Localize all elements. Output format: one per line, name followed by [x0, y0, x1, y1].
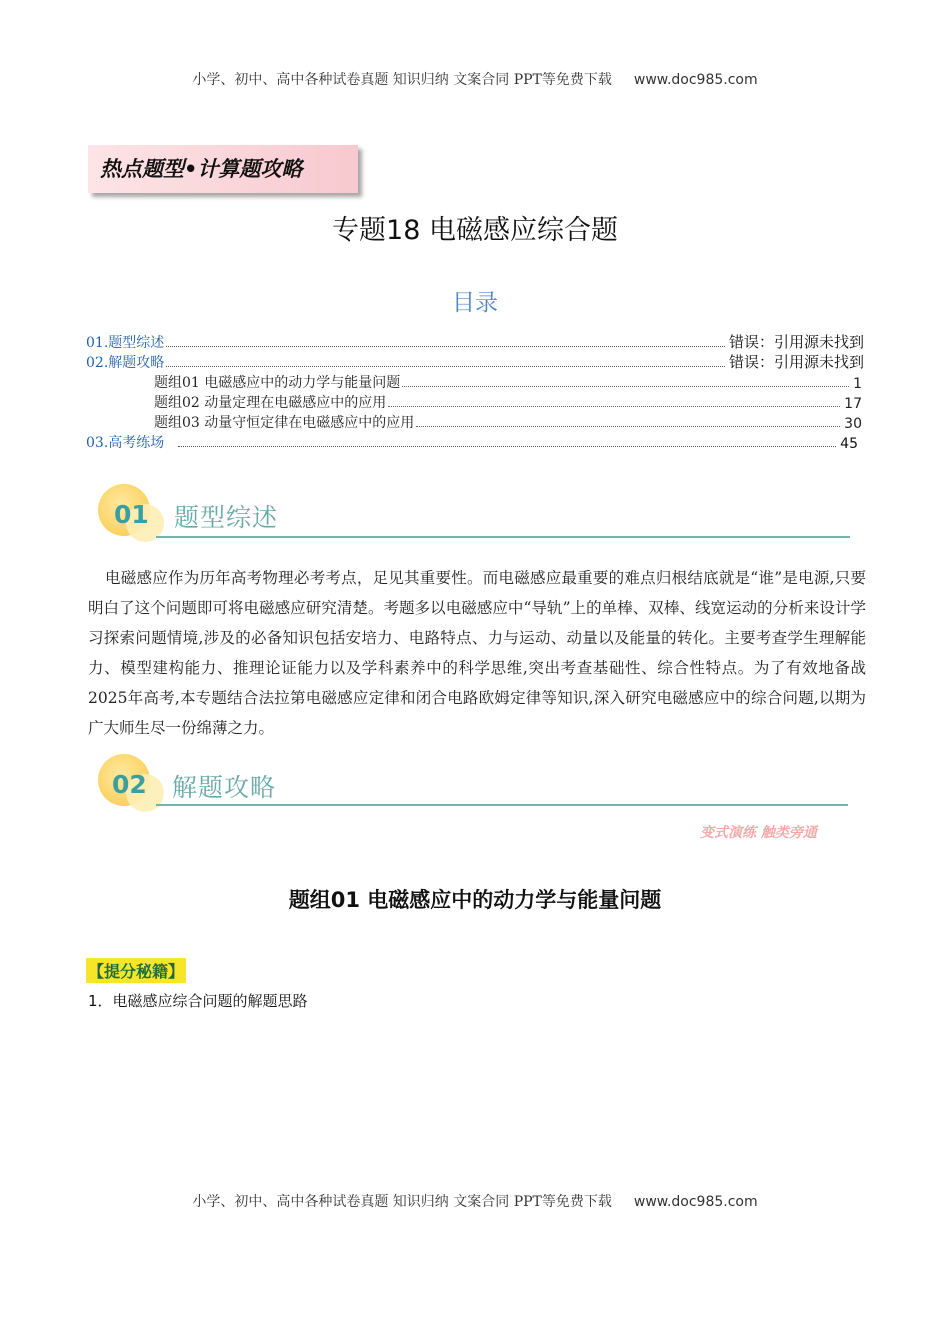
page-title: 专题18 电磁感应综合题	[332, 215, 618, 246]
section-tagline: 变式演练 触类旁通	[700, 825, 817, 841]
overview-paragraph: 电磁感应作为历年高考物理必考考点，足见其重要性。而电磁感应最重要的难点归根结底就是“谁”是电源,只要明白了这个问题即可将电磁感应研究清楚。考题多以电磁感应中“导轨”上的单棒、双棒、线宽运动的分析来设计学习探索问题情境,涉及的必备知识包括安培力、电路特点、力与运动、动量以及能量的转化。主要考查学生理解能力、模型建构能力、推理论证能力以及学科素养中的科学思维,突出考查基础性、综合性特点。为了有效地备战2025年高考,本专题结合法拉第电磁感应定律和闭合电路欧姆定律等知识,深入研究电磁感应中的综合问题,以期为广大师生尽一份绵薄之力。	[88, 569, 866, 737]
footer-text: 小学、初中、高中各种试卷真题 知识归纳 文案合同 PPT等免费下载	[192, 1194, 612, 1210]
section-number: 02	[112, 770, 147, 799]
section-number: 01	[114, 500, 149, 529]
toc-entry-label: 02.解题攻略	[86, 355, 165, 371]
header-text: 小学、初中、高中各种试卷真题 知识归纳 文案合同 PPT等免费下载	[192, 72, 612, 88]
header-url[interactable]: www.doc985.com	[633, 72, 758, 88]
toc-leader	[166, 346, 725, 347]
section-name: 解题攻略	[172, 773, 277, 802]
toc-entry-label: 01.题型综述	[86, 335, 165, 351]
toc-entry-page: 1	[853, 376, 862, 392]
toc-entry-label: 03.高考练场	[86, 435, 165, 451]
section-header-02	[92, 750, 862, 820]
toc-entry-page: 17	[844, 396, 862, 412]
toc-entry-page: 30	[844, 416, 862, 432]
toc-entry-page: 错误：引用源未找到	[728, 353, 864, 371]
toc-entry[interactable]	[154, 372, 862, 392]
banner-label: 热点题型•计算题攻略	[100, 157, 303, 181]
section-header-01	[92, 480, 862, 550]
toc-entry[interactable]	[86, 352, 864, 372]
page-footer	[0, 1191, 950, 1211]
toc-leader	[178, 446, 836, 447]
toc-entry-label: 题组01 电磁感应中的动力学与能量问题	[154, 375, 401, 391]
section-rule	[156, 804, 848, 806]
tip-label: 【提分秘籍】	[86, 958, 186, 983]
toc	[86, 332, 864, 452]
toc-leader	[416, 426, 840, 427]
section-name: 题型综述	[174, 503, 279, 532]
toc-entry[interactable]	[86, 332, 864, 352]
toc-entry[interactable]	[154, 392, 862, 412]
toc-heading: 目录	[452, 290, 498, 316]
group-title: 题组01 电磁感应中的动力学与能量问题	[288, 888, 662, 912]
toc-entry[interactable]	[154, 412, 862, 432]
list-item: 1．电磁感应综合问题的解题思路	[88, 992, 308, 1010]
toc-leader	[388, 406, 840, 407]
toc-entry-label: 题组03 动量守恒定律在电磁感应中的应用	[154, 415, 415, 431]
toc-entry-page: 45	[840, 436, 858, 452]
toc-leader	[402, 386, 849, 387]
page-header	[0, 69, 950, 89]
toc-leader	[166, 366, 725, 367]
toc-entry-label: 题组02 动量定理在电磁感应中的应用	[154, 395, 387, 411]
toc-entry-page: 错误：引用源未找到	[728, 333, 864, 351]
footer-url[interactable]: www.doc985.com	[633, 1194, 758, 1210]
section-rule	[156, 536, 850, 538]
toc-entry[interactable]	[86, 432, 858, 452]
topic-banner	[88, 145, 358, 193]
